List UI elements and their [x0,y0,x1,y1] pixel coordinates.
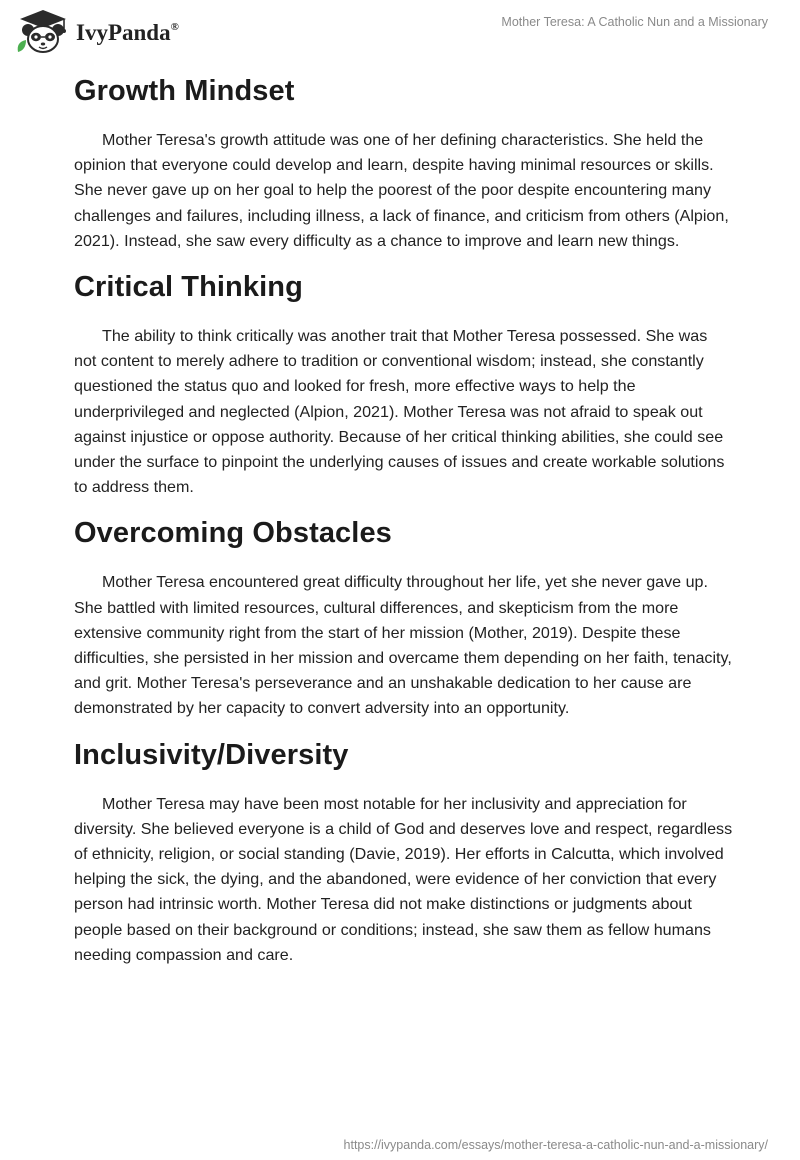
section-paragraph: The ability to think critically was another trait that Mother Teresa possessed. She was not content to merely adhere to tradition or conventional wisdom; instead, she constantly questioned the status quo and looked for fresh, more effective ways to help the underprivileged and neglected (Alpion, 2021). Mother Teresa was not afraid to speak out against injustice or oppose authority. Because of her critical thinking abilities, she could see under the surface to pinpoint the underlying causes of issues and create workable solutions to address them. [74,327,725,497]
section-inclusivity-diversity [74,736,734,968]
section-heading: Critical Thinking [74,271,303,304]
ivypanda-logo[interactable] [14,8,179,56]
section-paragraph: Mother Teresa's growth attitude was one of her defining characteristics. She held the opinion that everyone could develop and learn, despite having minimal resources or skills. She never gave up on her goal to help the poorest of the poor despite encountering many challenges and failures, including illness, a lack of finance, and criticism from others (Alpion, 2021). Instead, she saw every difficulty as a chance to improve and learn new things. [74,131,729,250]
section-paragraph: Mother Teresa may have been most notable for her inclusivity and appreciation for diversity. She believed everyone is a child of God and deserves love and respect, regardless of ethnicity, religion, or social standing (Davie, 2019). Her efforts in Calcutta, which involved helping the sick, the dying, and the abandoned, were evidence of her conviction that every person had intrinsic worth. Mother Teresa did not make distinctions or judgments about people based on their background or conditions; instead, she saw them as fellow humans needing compassion and care. [74,794,733,964]
brand-name: IvyPanda® [76,20,179,45]
section-critical-thinking [74,268,734,500]
section-heading: Growth Mindset [74,75,295,107]
section-growth-mindset [74,72,734,254]
section-heading: Inclusivity/Diversity [74,738,349,771]
section-overcoming-obstacles [74,514,734,721]
section-paragraph: Mother Teresa encountered great difficulty throughout her life, yet she never gave up. She battled with limited resources, cultural differences, and skepticism from the more extensive community right from the start of her mission (Mother, 2019). Despite these difficulties, she persisted in her mission and overcame them depending on her faith, tenacity, and grit. Mother Teresa's perseverance and an unshakable dedication to her cause are demonstrated by her capacity to convert adversity into an opportunity. [74,573,732,718]
panda-graduate-icon [14,8,72,56]
source-url-link[interactable]: https://ivypanda.com/essays/mother-teresa-a-catholic-nun-and-a-missionary/ [343,1138,768,1152]
essay-content [74,72,734,982]
page-header [0,0,800,60]
document-title: Mother Teresa: A Catholic Nun and a Missionary [501,15,768,29]
section-heading: Overcoming Obstacles [74,517,392,550]
